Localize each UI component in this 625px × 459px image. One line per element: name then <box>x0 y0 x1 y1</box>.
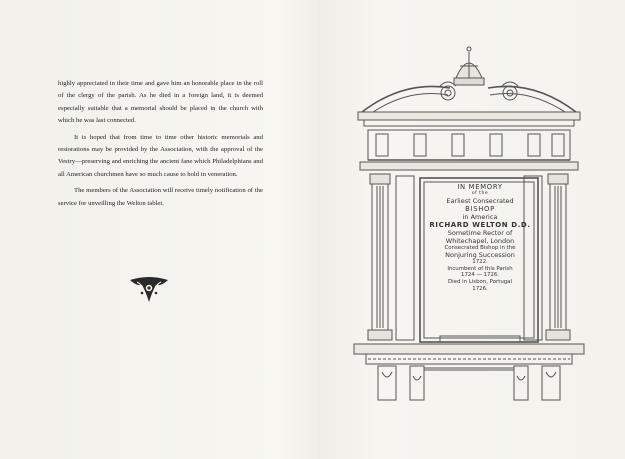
paragraph-1: highly appreciated in their time and gave him an honorable place in the roll of the clergy of the parish. As he died in a foreign land, it is deemed especially suitable that a memorial should be placed in the church with which he was last connected. <box>58 80 263 125</box>
inscription-line: 1722. <box>472 259 488 266</box>
inscription-line: Nonjuring Succession <box>445 251 515 260</box>
paragraph-3: The members of the Association will receive timely notification of the service for unveilling the Welton tablet. <box>58 187 263 207</box>
tablet-inscription <box>424 183 536 341</box>
inscription-line: Whitechapel, London <box>445 236 515 245</box>
inscription-line: Died in Lisbon, Portugal <box>448 278 512 285</box>
inscription-line: BISHOP <box>465 204 495 213</box>
page-fold <box>318 0 320 459</box>
inscription-line: of the <box>471 191 489 196</box>
inscription-line: 1724 — 1726. <box>461 272 499 279</box>
printers-ornament-icon <box>128 276 170 304</box>
inscription-line: in America <box>462 212 498 221</box>
paragraph-2: It is hoped that from time to time other historic memorials and restorations may be provided by the Association, with the approval of the Vestry—preserving and enriching the ancient fane which Philadelphians and all American churchmen have so much cause to hold in veneration. <box>58 133 263 178</box>
inscription-line: Earliest Consecrated <box>446 196 514 205</box>
inscription-line: Sometime Rector of <box>447 228 513 237</box>
inscription-name: RICHARD WELTON D.D. <box>429 220 531 229</box>
inscription-line: 1726. <box>472 285 488 292</box>
inscription-line: Incumbent of this Parish <box>447 265 513 272</box>
body-text-column <box>58 78 263 214</box>
inscription-line: Consecrated Bishop in the <box>444 244 516 251</box>
inscription-line: IN MEMORY <box>457 183 503 191</box>
